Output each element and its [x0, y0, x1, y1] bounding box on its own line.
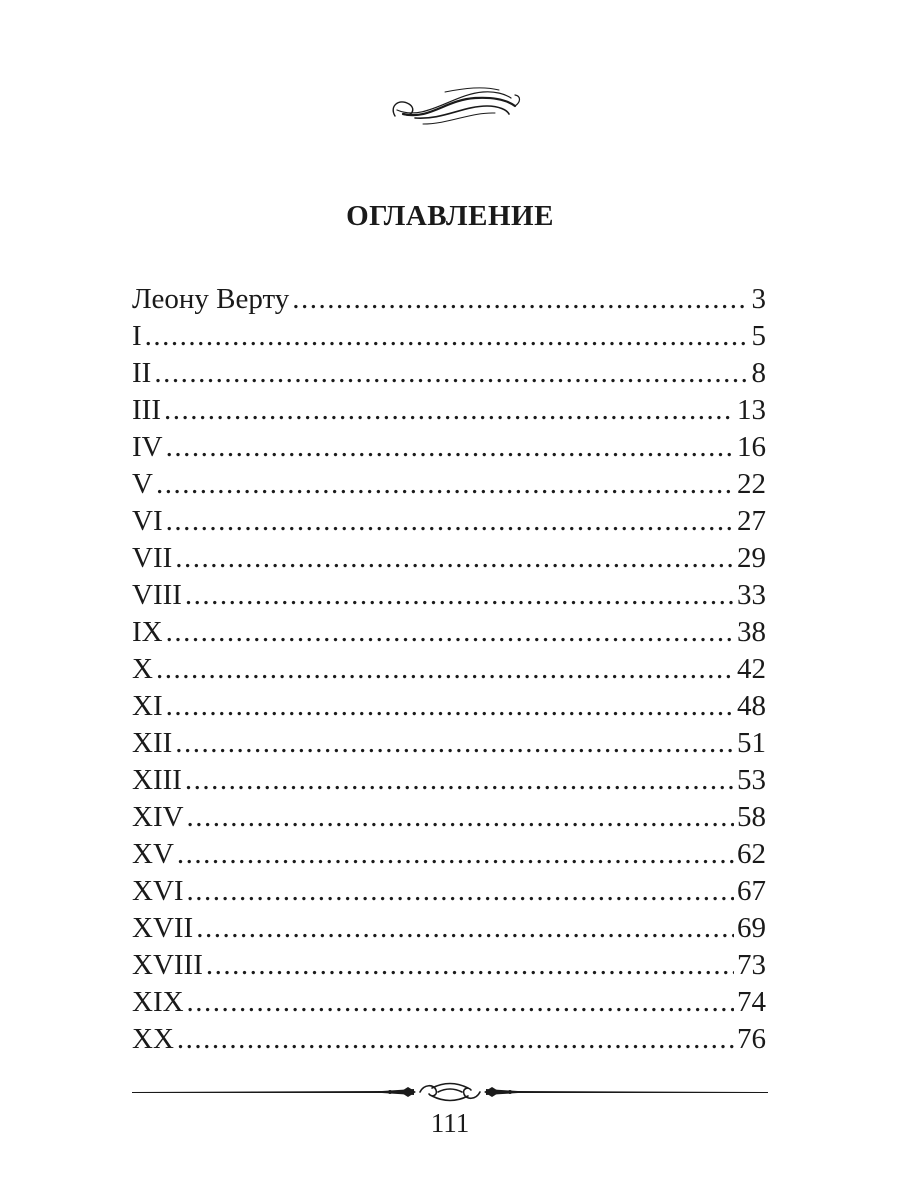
- toc-dot-leader: [185, 577, 734, 614]
- toc-entry-page: 27: [737, 505, 766, 537]
- toc-entry-label: XII: [132, 727, 173, 759]
- toc-entry-label: XIX: [132, 986, 184, 1018]
- toc-entry: [132, 355, 766, 392]
- toc-entry-label: XVI: [132, 875, 184, 907]
- toc-entry-label: III: [132, 394, 161, 426]
- toc-dot-leader: [166, 688, 734, 725]
- toc-entry-page: 16: [737, 431, 766, 463]
- toc-entry-page: 13: [737, 394, 766, 426]
- toc-dot-leader: [156, 651, 734, 688]
- toc-entry-page: 53: [737, 764, 766, 796]
- page-number: 111: [430, 1108, 470, 1138]
- toc-entry-label: XI: [132, 690, 163, 722]
- toc-entry-page: 48: [737, 690, 766, 722]
- toc-entry-label: II: [132, 357, 152, 389]
- toc-entry-label: IX: [132, 616, 163, 648]
- toc-entry-page: 42: [737, 653, 766, 685]
- toc-dot-leader: [166, 503, 734, 540]
- toc-entry: [132, 984, 766, 1021]
- toc-entry-label: X: [132, 653, 153, 685]
- toc-entry-label: XV: [132, 838, 174, 870]
- toc-dot-leader: [164, 392, 734, 429]
- toc-entry: [132, 318, 766, 355]
- divider-ornament-icon: [132, 1078, 768, 1108]
- toc-dot-leader: [185, 762, 734, 799]
- toc-entry: [132, 577, 766, 614]
- toc-entry-page: 3: [751, 283, 766, 315]
- toc-dot-leader: [166, 614, 734, 651]
- toc-entry-label: VI: [132, 505, 163, 537]
- toc-entry-page: 38: [737, 616, 766, 648]
- toc-dot-leader: [187, 873, 734, 910]
- toc-entry-page: 67: [737, 875, 766, 907]
- toc-entry-page: 29: [737, 542, 766, 574]
- toc-dot-leader: [154, 355, 748, 392]
- toc-dot-leader: [175, 540, 734, 577]
- toc-entry: [132, 540, 766, 577]
- flourish-ornament-icon: [375, 80, 525, 136]
- toc-entry-page: 74: [737, 986, 766, 1018]
- toc-entry: [132, 281, 766, 318]
- toc-entry: [132, 651, 766, 688]
- toc-entry-label: XIII: [132, 764, 182, 796]
- toc-entry: [132, 910, 766, 947]
- toc-dot-leader: [175, 725, 734, 762]
- toc-entry: [132, 392, 766, 429]
- toc-entry-label: XIV: [132, 801, 184, 833]
- toc-entry: [132, 429, 766, 466]
- toc-entry-label: IV: [132, 431, 163, 463]
- toc-dot-leader: [187, 984, 734, 1021]
- toc-entry-page: 51: [737, 727, 766, 759]
- toc-entry: [132, 799, 766, 836]
- toc-dot-leader: [166, 429, 734, 466]
- toc-entry-label: VIII: [132, 579, 182, 611]
- toc-dot-leader: [145, 318, 749, 355]
- toc-entry-page: 58: [737, 801, 766, 833]
- toc-entry-page: 22: [737, 468, 766, 500]
- toc-dot-leader: [177, 1021, 734, 1058]
- toc-entry-label: XVII: [132, 912, 194, 944]
- toc-dot-leader: [292, 281, 748, 318]
- toc-dot-leader: [156, 466, 734, 503]
- toc-entry: [132, 762, 766, 799]
- toc-entry-page: 62: [737, 838, 766, 870]
- toc-entry: [132, 688, 766, 725]
- toc-entry-label: V: [132, 468, 153, 500]
- toc-dot-leader: [196, 910, 734, 947]
- toc-entry: [132, 1021, 766, 1058]
- toc-entry: [132, 836, 766, 873]
- toc-entry-page: 8: [751, 357, 766, 389]
- toc-entry-page: 5: [751, 320, 766, 352]
- toc-entry: [132, 873, 766, 910]
- toc-dot-leader: [177, 836, 734, 873]
- toc-entry-label: XVIII: [132, 949, 203, 981]
- toc-entry: [132, 725, 766, 762]
- toc-dot-leader: [206, 947, 734, 984]
- toc-entry: [132, 503, 766, 540]
- toc-entry-label: I: [132, 320, 142, 352]
- toc-entry-page: 76: [737, 1023, 766, 1055]
- toc-entry-label: VII: [132, 542, 173, 574]
- toc-entry-label: XX: [132, 1023, 174, 1055]
- toc-entry-label: Леону Верту: [132, 283, 290, 315]
- toc-entry: [132, 466, 766, 503]
- toc-entry-page: 33: [737, 579, 766, 611]
- toc-entry: [132, 947, 766, 984]
- table-of-contents: [132, 281, 766, 1058]
- toc-entry-page: 69: [737, 912, 766, 944]
- toc-entry-page: 73: [737, 949, 766, 981]
- toc-entry: [132, 614, 766, 651]
- toc-dot-leader: [187, 799, 734, 836]
- toc-title: ОГЛАВЛЕНИЕ: [346, 200, 554, 232]
